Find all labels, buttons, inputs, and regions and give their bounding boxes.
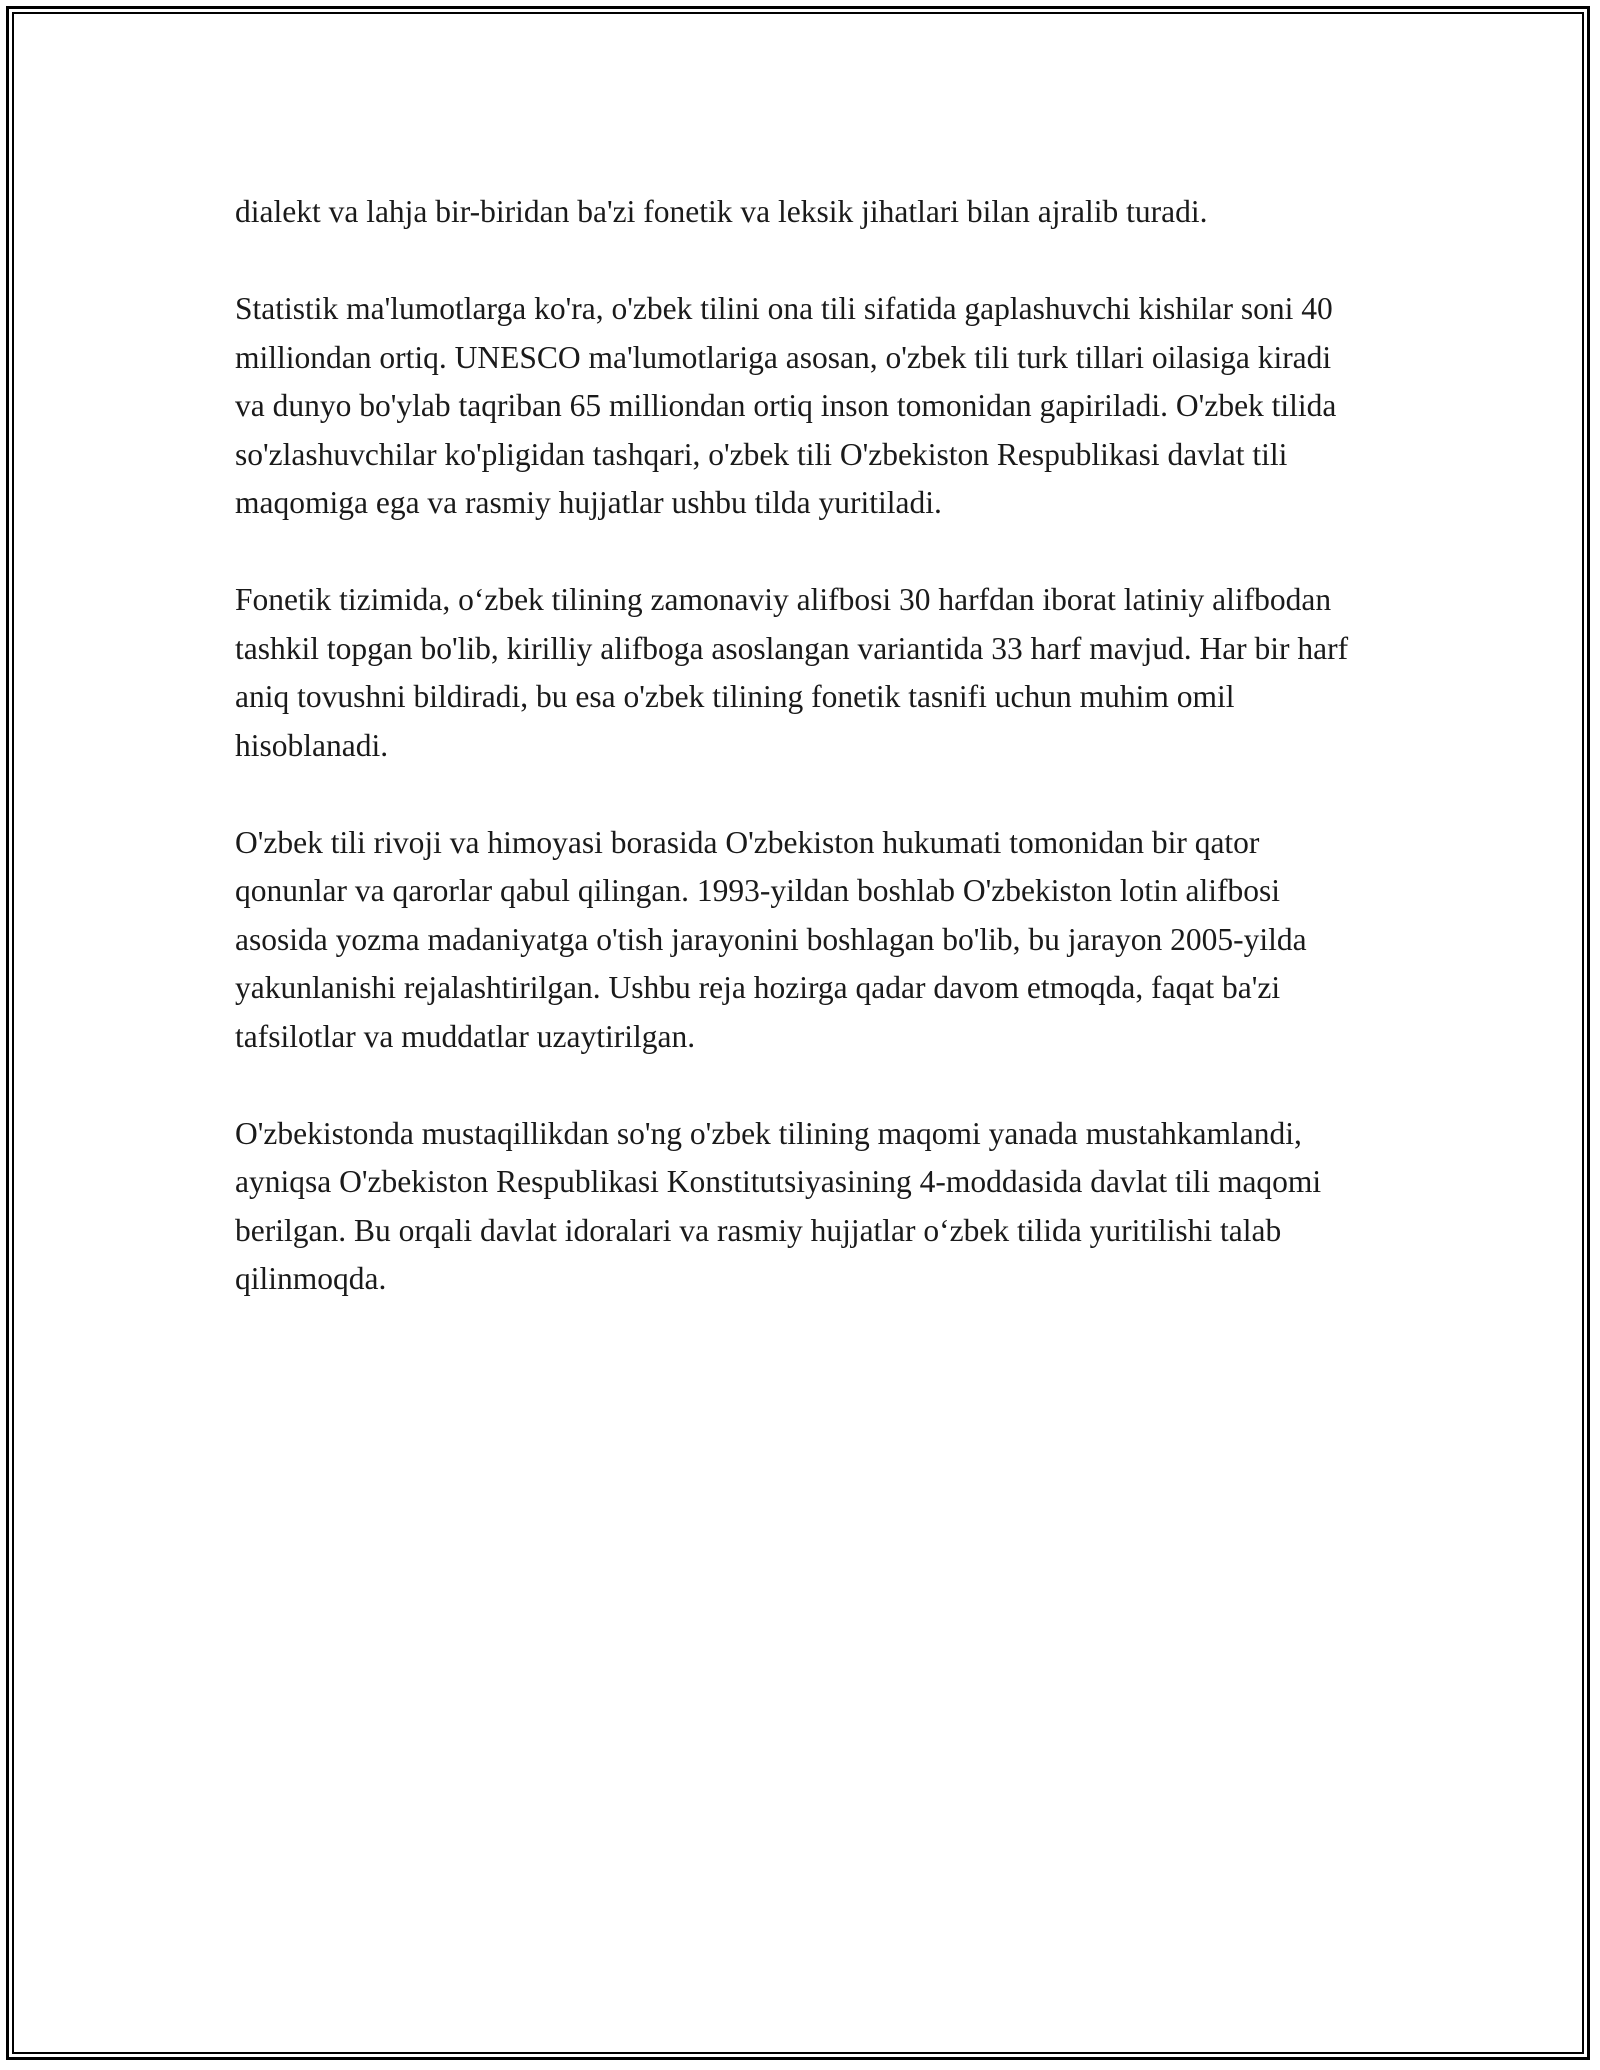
paragraph-3: Fonetik tizimida, o‘zbek tilining zamonaviy alifbosi 30 harfdan iborat latiniy alifbodan tashkil topgan bo'lib, kirilliy alifboga asoslangan variantida 33 harf mavjud. Har bir harf aniq tovushni bildiradi, bu esa o'zbek tilining fonetik tasnifi uchun muhim omil hisoblanadi. xyxy=(235,582,1349,763)
paragraph-1: dialekt va lahja bir-biridan ba'zi fonetik va leksik jihatlari bilan ajralib turadi. xyxy=(235,194,1208,229)
paragraph-5: O'zbekistonda mustaqillikdan so'ng o'zbek tilining maqomi yanada mustahkamlandi, ayniqsa O'zbekiston Respublikasi Konstitutsiyasining 4-moddasida davlat tili maqomi berilgan. Bu orqali davlat idoralari va rasmiy hujjatlar o‘zbek tilida yuritilishi talab qilinmoqda. xyxy=(235,1115,1322,1296)
paragraph-2: Statistik ma'lumotlarga ko'ra, o'zbek tilini ona tili sifatida gaplashuvchi kishilar soni 40 milliondan ortiq. UNESCO ma'lumotlariga asosan, o'zbek tili turk tillari oilasiga kiradi va dunyo bo'ylab taqriban 65 milliondan ortiq inson tomonidan gapiriladi. O'zbek tilida so'zlashuvchilar ko'pligidan tashqari, o'zbek tili O'zbekiston Respublikasi davlat tili maqomiga ega va rasmiy hujjatlar ushbu tilda yuritiladi. xyxy=(235,291,1337,520)
paragraph-4: O'zbek tili rivoji va himoyasi borasida O'zbekiston hukumati tomonidan bir qator qonunlar va qarorlar qabul qilingan. 1993-yildan boshlab O'zbekiston lotin alifbosi asosida yozma madaniyatga o'tish jarayonini boshlagan bo'lib, bu jarayon 2005-yilda yakunlanishi rejalashtirilgan. Ushbu reja hozirga qadar davom etmoqda, faqat ba'zi tafsilotlar va muddatlar uzaytirilgan. xyxy=(235,824,1307,1054)
document-body xyxy=(235,188,1365,1352)
